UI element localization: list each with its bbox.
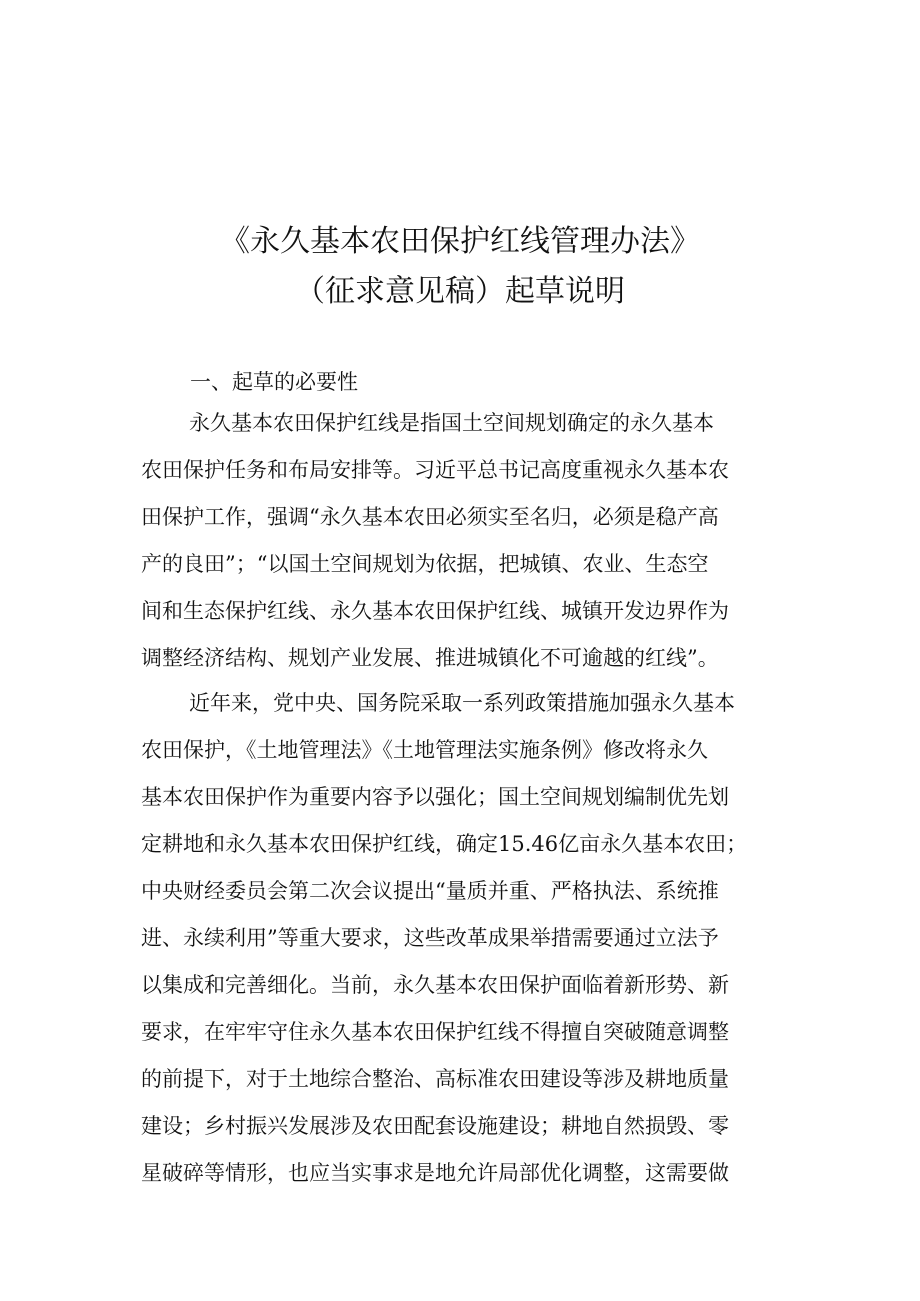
paragraph-line: 要求，在牢牢守住永久基本农田保护红线不得擅自突破随意调整 xyxy=(141,1020,729,1044)
paragraph-line: 建设；乡村振兴发展涉及农田配套设施建设；耕地自然损毁、零 xyxy=(141,1114,729,1138)
paragraph-line: 星破碎等情形，也应当实事求是地允许局部优化调整，这需要做 xyxy=(141,1161,729,1185)
paragraph-line: 进、永续利用”等重大要求，这些改革成果举措需要通过立法予 xyxy=(141,926,719,950)
document-title-line2: （征求意见稿）起草说明 xyxy=(295,274,625,309)
paragraph-line: 产的良田”；“以国土空间规划为依据，把城镇、农业、生态空 xyxy=(141,552,709,576)
paragraph-line: 基本农田保护作为重要内容予以强化；国土空间规划编制优先划 xyxy=(141,785,729,809)
paragraph-line: 以集成和完善细化。当前，永久基本农田保护面临着新形势、新 xyxy=(141,973,729,997)
paragraph-line: 近年来，党中央、国务院采取一系列政策措施加强永久基本 xyxy=(189,691,735,715)
paragraph-line: 间和生态保护红线、永久基本农田保护红线、城镇开发边界作为 xyxy=(141,599,729,623)
paragraph-line: 农田保护，《土地管理法》《土地管理法实施条例》修改将永久 xyxy=(141,738,708,762)
paragraph-line: 中央财经委员会第二次会议提出“量质并重、严格执法、系统推 xyxy=(141,879,719,903)
document-title-line1: 《永久基本农田保护红线管理办法》 xyxy=(220,224,700,259)
paragraph-line: 的前提下，对于土地综合整治、高标准农田建设等涉及耕地质量 xyxy=(141,1067,729,1091)
paragraph-line: 农田保护任务和布局安排等。习近平总书记高度重视永久基本农 xyxy=(141,458,729,482)
paragraph-line: 调整经济结构、规划产业发展、推进城镇化不可逾越的红线”。 xyxy=(141,646,719,670)
paragraph-line: 定耕地和永久基本农田保护红线，确定15.46亿亩永久基本农田； xyxy=(141,832,748,856)
paragraph-line: 田保护工作，强调“永久基本农田必须实至名归，必须是稳产高 xyxy=(141,505,719,529)
section-heading: 一、起草的必要性 xyxy=(190,370,358,394)
paragraph-line: 永久基本农田保护红线是指国土空间规划确定的永久基本 xyxy=(189,411,714,435)
